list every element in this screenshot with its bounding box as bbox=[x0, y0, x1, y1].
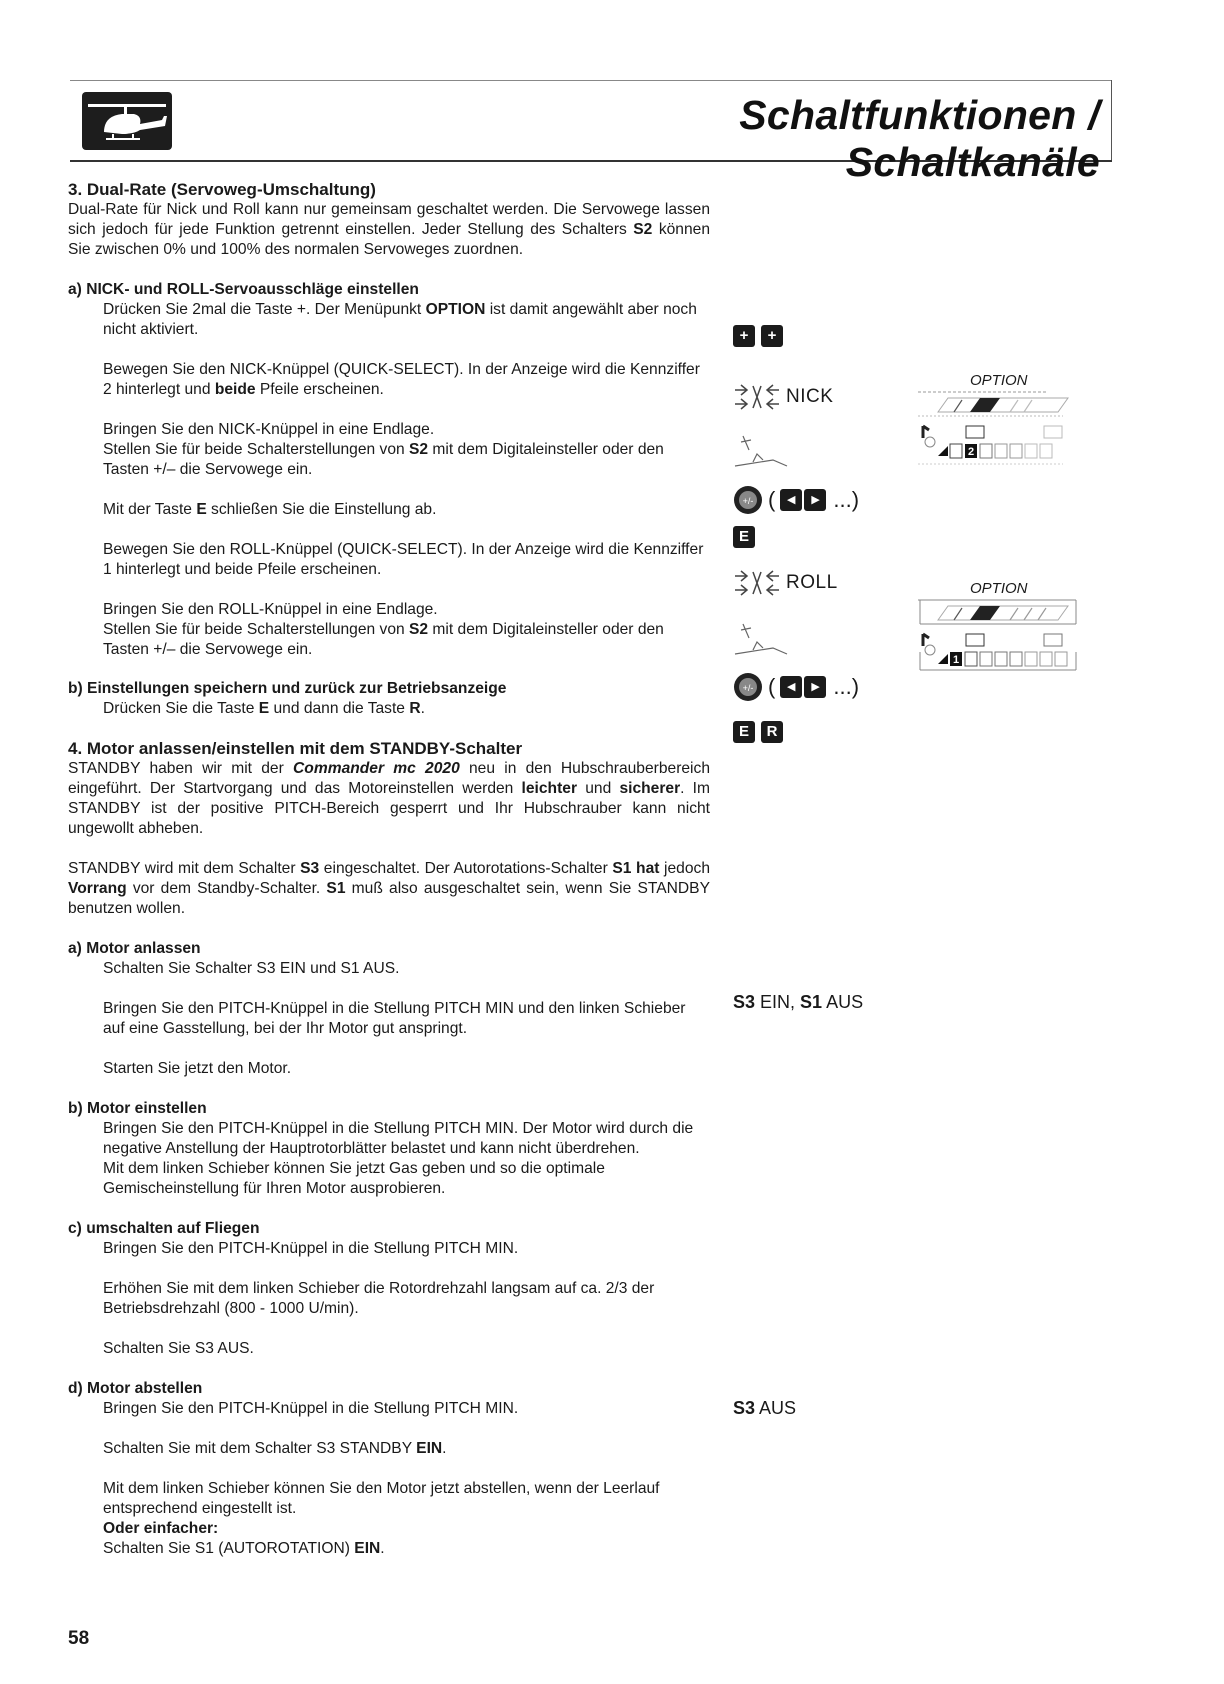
minus-key-icon: ◂ bbox=[780, 489, 802, 511]
lcd-display-nick bbox=[918, 372, 1078, 472]
minus-key-icon: ◂ bbox=[780, 676, 802, 698]
plus-key-icon: ▸ bbox=[804, 489, 826, 511]
section-4d-step-2: Schalten Sie mit dem Schalter S3 STANDBY EIN. bbox=[103, 1440, 447, 1457]
roll-label: ROLL bbox=[786, 571, 838, 593]
lcd-option-label: OPTION bbox=[970, 580, 1028, 597]
dial-text: +/- bbox=[742, 683, 754, 693]
paren-close: ...) bbox=[833, 487, 860, 512]
section-4-intro: STANDBY haben wir mit der Commander mc 2020 neu in den Hubschrauberbereich eingeführt. Der Startvorgang und das Motoreinstellen werden leichter und sicherer. Im STANDBY ist der positive PITCH-Bereich gesperrt und Ihr Hubschrauber kann nicht ungewollt abheben. bbox=[68, 760, 710, 837]
section-4a-step-3: Starten Sie jetzt den Motor. bbox=[103, 1060, 292, 1077]
lcd-digit: 2 bbox=[967, 446, 975, 458]
section-3a-step-1: Drücken Sie 2mal die Taste +. Der Menüpunkt OPTION ist damit angewählt aber noch nicht aktiviert. bbox=[103, 301, 697, 338]
header-rule-top bbox=[70, 80, 1112, 81]
paren-open: ( bbox=[768, 674, 776, 699]
section-4a-step-2: Bringen Sie den PITCH-Knüppel in die Stellung PITCH MIN und den linken Schieber auf eine Gasstellung, bei der Ihr Motor gut anspringt. bbox=[103, 1000, 686, 1037]
dial-row-1 bbox=[733, 485, 859, 515]
plus-key-icon: + bbox=[761, 325, 783, 347]
dial-row-2 bbox=[733, 672, 859, 702]
e-key-row bbox=[733, 526, 761, 548]
helicopter-icon bbox=[82, 92, 172, 150]
section-3b-heading: b) Einstellungen speichern und zurück zur Betriebsanzeige bbox=[68, 680, 507, 697]
section-3-heading: 3. Dual-Rate (Servoweg-Umschaltung) bbox=[68, 180, 376, 199]
section-4a-heading: a) Motor anlassen bbox=[68, 940, 201, 957]
page-number: 58 bbox=[68, 1628, 90, 1649]
digital-dial-icon bbox=[733, 672, 763, 702]
section-4c-heading: c) umschalten auf Fliegen bbox=[68, 1220, 260, 1237]
section-3a-step-3: Bringen Sie den NICK-Knüppel in eine Endlage. bbox=[103, 421, 435, 438]
switch-state-s3-ein-s1-aus: S3 EIN, S1 AUS bbox=[733, 992, 864, 1012]
section-3a-step-3b: Stellen Sie für beide Schalterstellungen von S2 mit dem Digitaleinsteller oder den Tasten +/– die Servowege ein. bbox=[103, 441, 664, 478]
section-4d-step-1: Bringen Sie den PITCH-Knüppel in die Stellung PITCH MIN. bbox=[103, 1400, 519, 1417]
section-3b-step-1: Drücken Sie die Taste E und dann die Taste R. bbox=[103, 700, 425, 717]
e-key-icon: E bbox=[733, 721, 755, 743]
plus-key-icon: ▸ bbox=[804, 676, 826, 698]
nick-label: NICK bbox=[786, 385, 834, 407]
section-4a-step-1: Schalten Sie Schalter S3 EIN und S1 AUS. bbox=[103, 960, 400, 977]
section-4c-step-3: Schalten Sie S3 AUS. bbox=[103, 1340, 254, 1357]
section-3a-heading: a) NICK- und ROLL-Servoausschläge einstellen bbox=[68, 281, 419, 298]
section-4c-step-2: Erhöhen Sie mit dem linken Schieber die Rotordrehzahl langsam auf ca. 2/3 der Betriebsdrehzahl (800 - 1000 U/min). bbox=[103, 1280, 655, 1317]
header-rule-right bbox=[1111, 80, 1112, 160]
section-3a-step-5: Bewegen Sie den ROLL-Knüppel (QUICK-SELECT). In der Anzeige wird die Kennziffer 1 hinterlegt und beide Pfeile erscheinen. bbox=[103, 541, 704, 578]
digital-dial-icon bbox=[733, 485, 763, 515]
dial-text: +/- bbox=[742, 496, 754, 506]
stick-endpos-icon bbox=[733, 432, 793, 477]
plus-key-icon: + bbox=[733, 325, 755, 347]
lcd-digit: 1 bbox=[952, 654, 960, 666]
section-4b-step-1: Bringen Sie den PITCH-Knüppel in die Stellung PITCH MIN. Der Motor wird durch die negative Anstellung der Hauptrotorblätter belastet und kann nicht überdrehen. bbox=[103, 1120, 694, 1157]
section-4d-step-5: Schalten Sie S1 (AUTOROTATION) EIN. bbox=[103, 1540, 385, 1557]
r-key-icon: R bbox=[761, 721, 783, 743]
lcd-display-roll bbox=[918, 580, 1078, 680]
paren-open: ( bbox=[768, 487, 776, 512]
lcd-option-label: OPTION bbox=[970, 372, 1028, 389]
main-content bbox=[68, 180, 710, 1559]
section-3a-step-6: Bringen Sie den ROLL-Knüppel in eine Endlage. bbox=[103, 601, 438, 618]
e-r-keys-row bbox=[733, 721, 789, 743]
section-4d-or-simpler: Oder einfacher: bbox=[103, 1520, 219, 1537]
page-title: Schaltfunktionen / Schaltkanäle bbox=[739, 92, 1100, 185]
section-3a-step-6b: Stellen Sie für beide Schalterstellungen von S2 mit dem Digitaleinsteller oder den Tasten +/– die Servowege ein. bbox=[103, 621, 664, 658]
section-3-intro: Dual-Rate für Nick und Roll kann nur gemeinsam geschaltet werden. Die Servowege lassen sich jedoch für jede Funktion getrennt einstellen. Jeder Stellung des Schalters S2 können Sie zwischen 0% und 100% des normalen Servoweges zuordnen. bbox=[68, 201, 710, 258]
section-3a-step-4: Mit der Taste E schließen Sie die Einstellung ab. bbox=[103, 501, 437, 518]
paren-close: ...) bbox=[833, 674, 860, 699]
section-3a-step-2: Bewegen Sie den NICK-Knüppel (QUICK-SELECT). In der Anzeige wird die Kennziffer 2 hinterlegt und beide Pfeile erscheinen. bbox=[103, 361, 700, 398]
section-4c-step-1: Bringen Sie den PITCH-Knüppel in die Stellung PITCH MIN. bbox=[103, 1240, 519, 1257]
stick-arrows-icon bbox=[733, 382, 781, 412]
stick-arrows-icon bbox=[733, 568, 781, 598]
section-4-heading: 4. Motor anlassen/einstellen mit dem STANDBY-Schalter bbox=[68, 739, 523, 758]
section-4-standby-note: STANDBY wird mit dem Schalter S3 eingeschaltet. Der Autorotations-Schalter S1 hat jedoch Vorrang vor dem Standby-Schalter. S1 muß also ausgeschaltet sein, wenn Sie STANDBY benutzen wollen. bbox=[68, 860, 710, 917]
plus-keys bbox=[733, 325, 789, 347]
section-4b-step-2: Mit dem linken Schieber können Sie jetzt Gas geben und so die optimale Gemischeinstellung für Ihren Motor ausprobieren. bbox=[103, 1160, 605, 1197]
nick-stick-row bbox=[733, 382, 833, 412]
roll-stick-row bbox=[733, 568, 838, 598]
switch-state-s3-aus: S3 AUS bbox=[733, 1398, 797, 1418]
section-4b-heading: b) Motor einstellen bbox=[68, 1100, 207, 1117]
stick-endpos-icon bbox=[733, 620, 793, 665]
section-4d-heading: d) Motor abstellen bbox=[68, 1380, 203, 1397]
e-key-icon: E bbox=[733, 526, 755, 548]
section-4d-step-3: Mit dem linken Schieber können Sie den Motor jetzt abstellen, wenn der Leerlauf entsprechend eingestellt ist. bbox=[103, 1480, 660, 1517]
